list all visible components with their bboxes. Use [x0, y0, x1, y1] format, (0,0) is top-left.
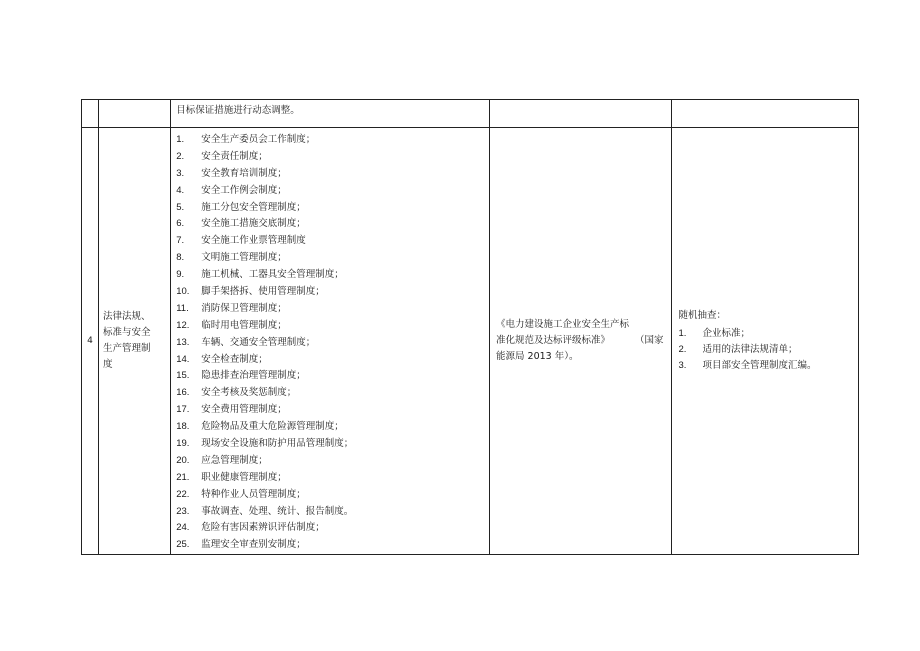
- item-text: 安全费用管理制度；: [201, 404, 287, 416]
- list-item: [176, 233, 489, 250]
- list-item: [176, 132, 489, 149]
- category-line: 度: [103, 359, 113, 371]
- list-item: [176, 419, 489, 436]
- item-text: 脚手架搭拆、使用管理制度；: [201, 286, 325, 298]
- list-item: [176, 200, 489, 217]
- category-line: 法律法规、: [103, 311, 151, 323]
- list-item: [176, 284, 489, 301]
- item-text: 现场安全设施和防护用品管理制度；: [201, 438, 354, 450]
- standards-table: [81, 99, 859, 555]
- list-item: [678, 358, 858, 374]
- item-number: 13.: [176, 336, 190, 348]
- list-item: [176, 216, 489, 233]
- check-cell: [672, 128, 859, 555]
- list-item: [176, 318, 489, 335]
- item-text: 企业标准；: [702, 328, 750, 340]
- list-item: [176, 250, 489, 267]
- item-text: 适用的法律法规清单；: [702, 344, 798, 356]
- check-title: 随机抽查：: [678, 310, 726, 322]
- item-number: 23.: [176, 505, 190, 517]
- item-number: 4.: [176, 184, 185, 196]
- regulation-list: [171, 128, 489, 554]
- item-number: 1.: [176, 134, 185, 145]
- item-text: 文明施工管理制度；: [201, 252, 287, 264]
- item-number: 1.: [678, 328, 687, 340]
- list-item: [176, 301, 489, 318]
- item-number: 2.: [176, 150, 185, 162]
- check-list: [678, 326, 858, 374]
- standard-line: 能源局 2013 年）。: [496, 351, 579, 363]
- standard-cell: [490, 128, 672, 555]
- list-item: [176, 385, 489, 402]
- item-text: 安全施工作业票管理制度: [201, 235, 306, 247]
- item-number: 5.: [176, 201, 185, 213]
- item-text: 施工分包安全管理制度；: [201, 201, 306, 213]
- item-text: 临时用电管理制度；: [201, 319, 287, 331]
- item-text: 危险有害因素辨识评估制度；: [201, 522, 325, 534]
- list-item: [176, 487, 489, 504]
- item-text: 施工机械、工器具安全管理制度；: [201, 269, 344, 281]
- continuation-text: 目标保证措施进行动态调整。: [176, 105, 300, 116]
- list-item: [176, 368, 489, 385]
- list-item: [176, 183, 489, 200]
- item-number: 7.: [176, 235, 185, 247]
- item-text: 安全生产委员会工作制度；: [201, 134, 316, 145]
- item-text: 项目部安全管理制度汇编。: [702, 360, 817, 372]
- item-text: 安全工作例会制度；: [201, 184, 287, 196]
- item-number: 8.: [176, 252, 185, 264]
- list-item: [176, 520, 489, 537]
- category-cell: [99, 128, 171, 555]
- item-text: 安全教育培训制度；: [201, 167, 287, 179]
- item-number: 21.: [176, 471, 190, 483]
- item-text: 隐患排查治理管理制度；: [201, 370, 306, 382]
- standard-line: 《电力建设施工企业安全生产标: [496, 319, 630, 331]
- item-text: 事故调查、处理、统计、报告制度。: [201, 505, 354, 517]
- list-item: [678, 326, 858, 342]
- category-line: 生产管理制: [103, 343, 151, 355]
- item-number: 12.: [176, 319, 190, 331]
- item-text: 应急管理制度；: [201, 454, 268, 466]
- category-cell: [99, 100, 171, 128]
- standard-cell: [490, 100, 672, 128]
- item-number: 22.: [176, 488, 190, 500]
- list-item: [176, 402, 489, 419]
- item-number: 16.: [176, 387, 190, 399]
- item-text: 消防保卫管理制度；: [201, 302, 287, 314]
- table-row: [82, 128, 859, 555]
- list-item: [176, 470, 489, 487]
- standard-line: [496, 333, 667, 349]
- item-text: 职业健康管理制度；: [201, 471, 287, 483]
- list-item: [176, 335, 489, 352]
- item-text: 监理安全审查别安制度；: [201, 539, 306, 551]
- list-item: [176, 436, 489, 453]
- item-text: 危险物品及重大危险源管理制度；: [201, 421, 344, 433]
- standard-text: （国家: [634, 335, 664, 347]
- list-item: [678, 342, 858, 358]
- item-number: 14.: [176, 353, 190, 365]
- item-number: 9.: [176, 269, 185, 281]
- item-text: 安全施工措施交底制度；: [201, 218, 306, 230]
- item-number: 6.: [176, 218, 185, 230]
- item-number: 15.: [176, 370, 190, 382]
- list-item: [176, 149, 489, 166]
- item-number: 11.: [176, 302, 189, 314]
- item-text: 安全考核及奖惩制度；: [201, 387, 297, 399]
- standard-text: 准化规范及达标评级标准》: [496, 335, 611, 347]
- content-cell: [171, 100, 490, 128]
- row-number: 4: [82, 128, 99, 555]
- list-item: [176, 537, 489, 554]
- item-text: 安全责任制度；: [201, 150, 268, 162]
- table-row: [82, 100, 859, 128]
- item-number: 20.: [176, 454, 190, 466]
- item-number: 17.: [176, 404, 190, 416]
- item-number: 3.: [678, 360, 687, 372]
- item-number: 25.: [176, 539, 190, 551]
- item-number: 10.: [176, 286, 190, 298]
- number-cell: [82, 100, 99, 128]
- list-item: [176, 453, 489, 470]
- item-text: 特种作业人员管理制度；: [201, 488, 306, 500]
- list-item: [176, 352, 489, 369]
- item-number: 2.: [678, 344, 687, 356]
- list-item: [176, 166, 489, 183]
- list-item: [176, 504, 489, 521]
- item-text: 车辆、交通安全管理制度；: [201, 336, 316, 348]
- check-cell: [672, 100, 859, 128]
- item-number: 3.: [176, 167, 185, 179]
- item-text: 安全检查制度；: [201, 353, 268, 365]
- item-number: 24.: [176, 522, 190, 534]
- content-cell: [171, 128, 490, 555]
- list-item: [176, 267, 489, 284]
- item-number: 19.: [176, 438, 190, 450]
- category-line: 标准与安全: [103, 327, 151, 339]
- item-number: 18.: [176, 421, 190, 433]
